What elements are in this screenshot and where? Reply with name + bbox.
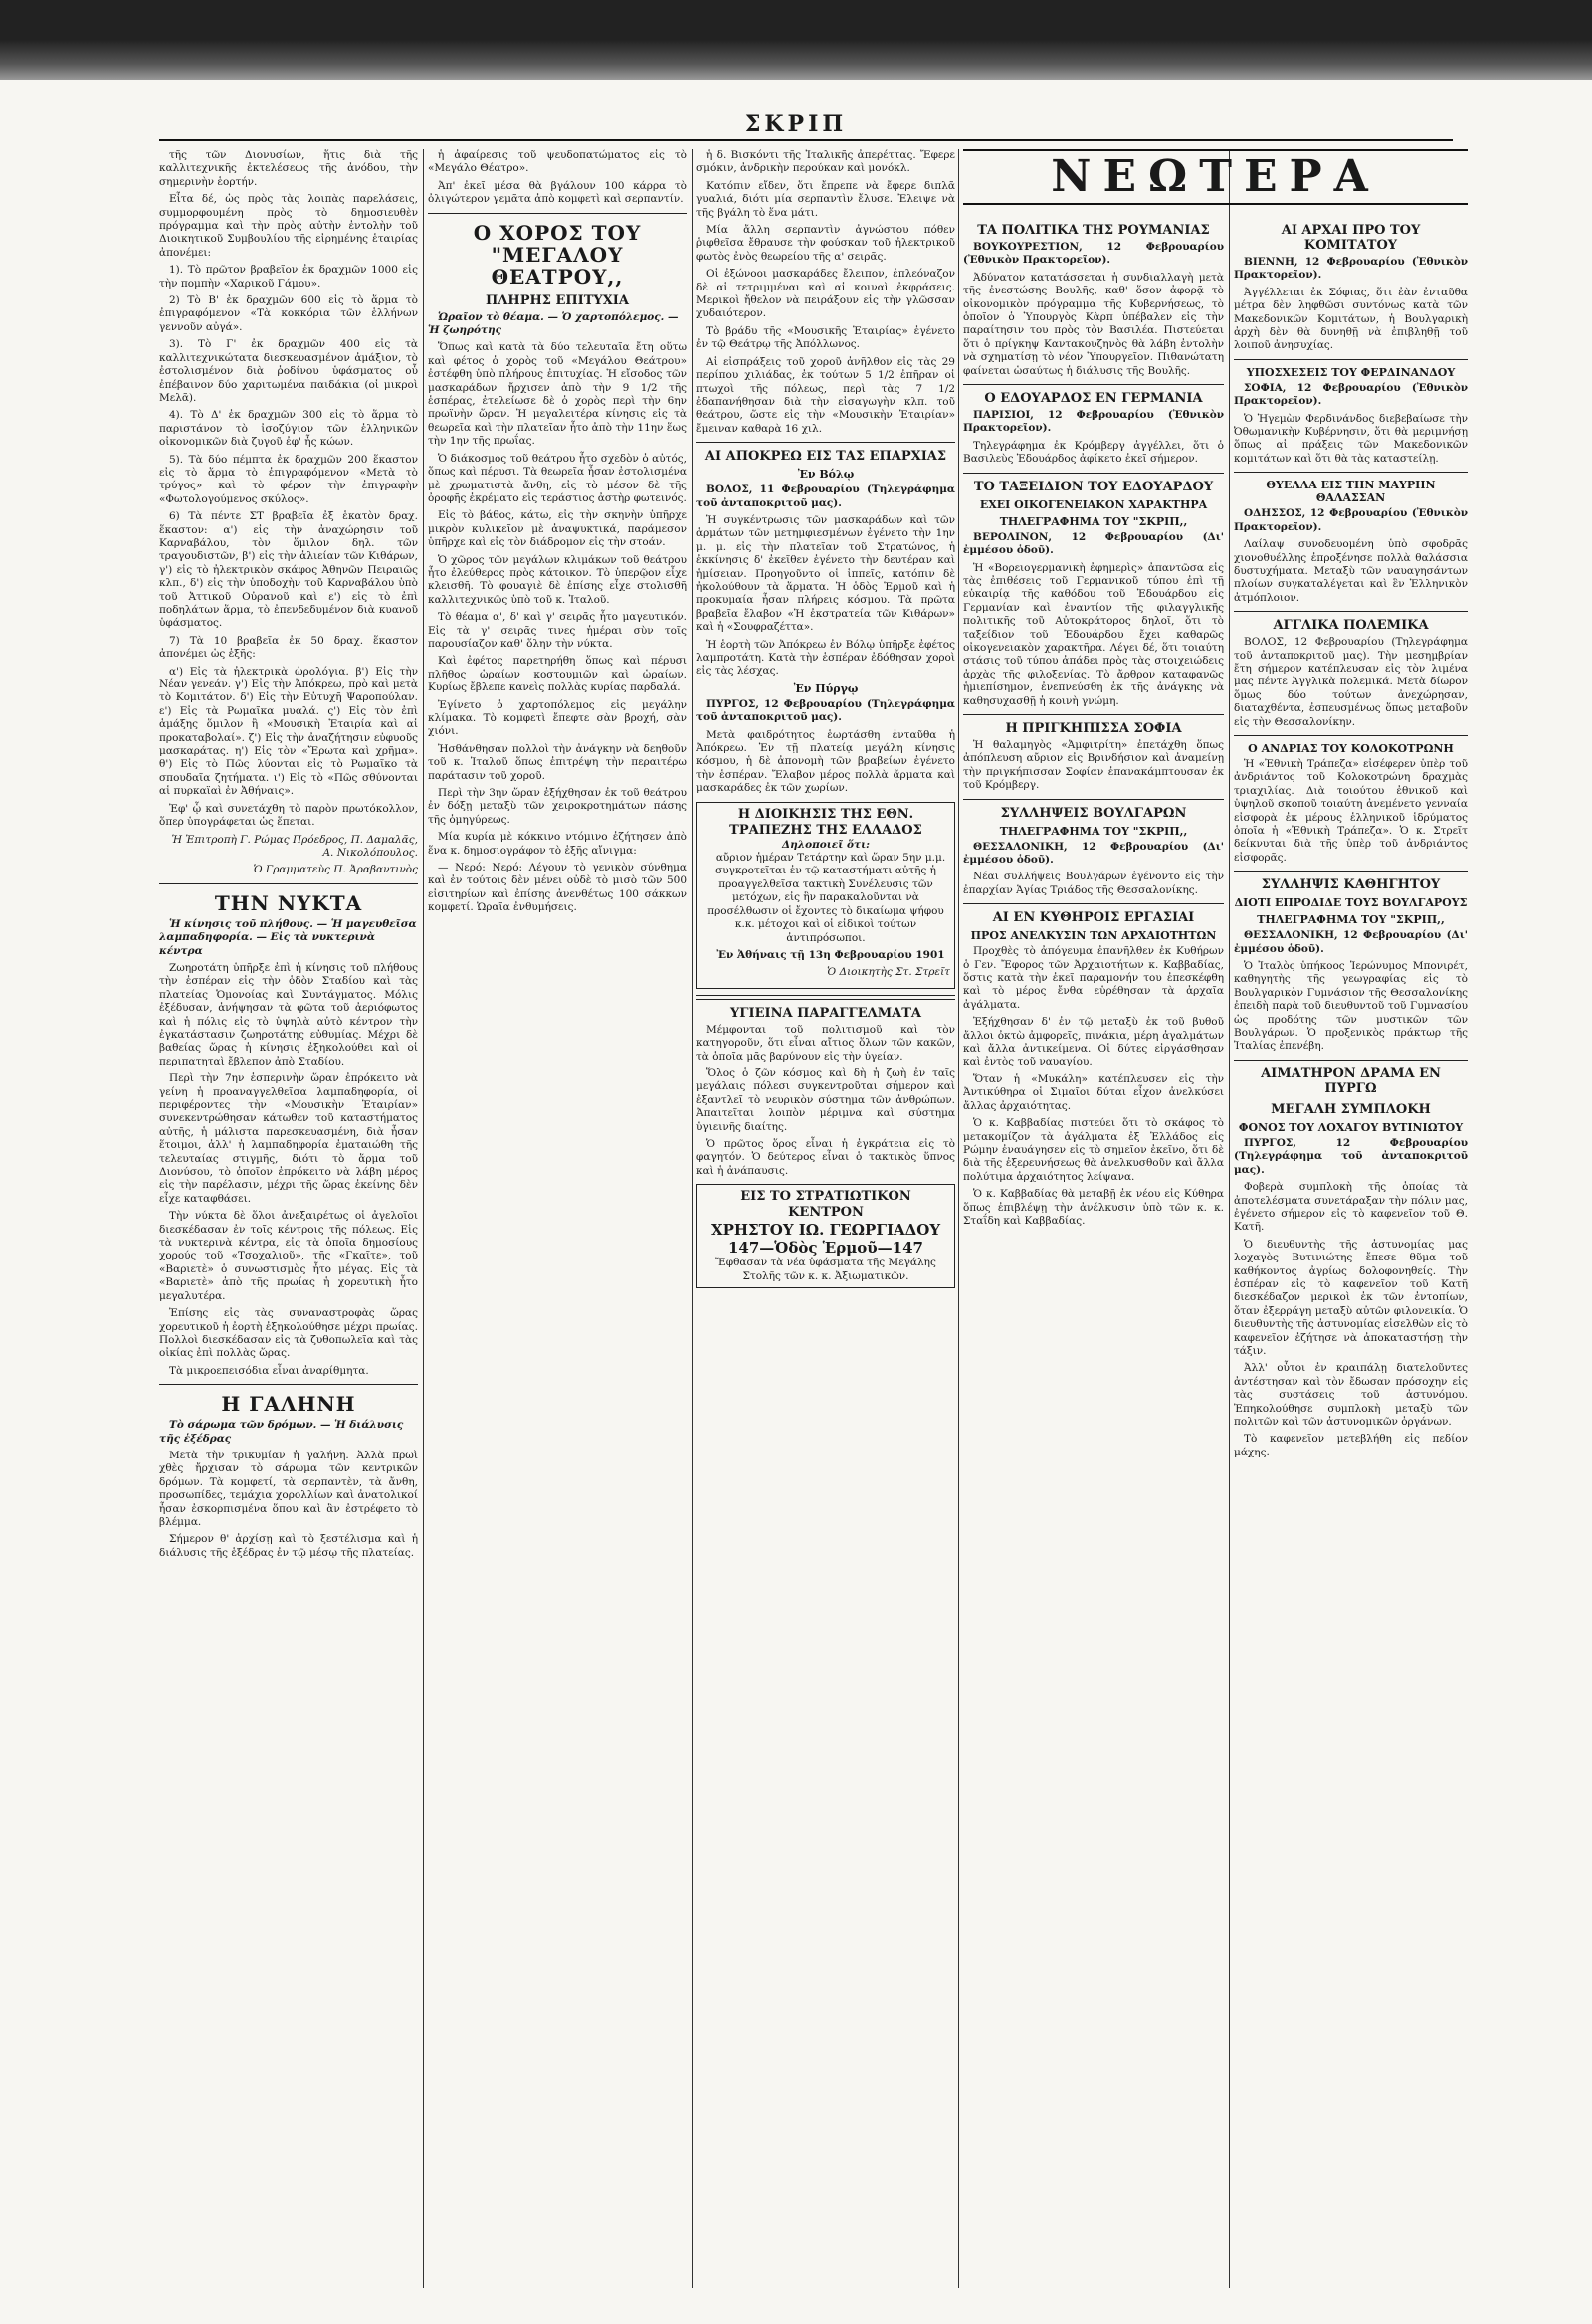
subheadline: Ἡ κίνησις τοῦ πλήθους. — Ἡ μαγευθεῖσα λαμπαδηφορία. — Εἰς τὰ νυκτερινὰ κέντρα <box>159 917 417 957</box>
paragraph: Ἀπ' ἐκεῖ μέσα θὰ βγάλουν 100 κάρρα τὸ ὀλιγώτερον γεμᾶτα ἀπὸ κομφετὶ καὶ σερπαντίν. <box>428 179 687 206</box>
headline-kythera: ΑΙ ΕΝ ΚΥΘΗΡΟΙΣ ΕΡΓΑΣΙΑΙ <box>992 910 1195 926</box>
divider <box>1234 735 1468 736</box>
paragraph: Ἡ θαλαμηγὸς «Ἀμφιτρίτη» ἐπετάχθη ὅπως ἀπόπλευση αὔριον εἰς Βρινδήσιον καὶ ἀναμείνῃ τὴν πριγκήπισσαν Σοφίαν ἐπανακάμπτουσαν ἐκ τοῦ Κρόμβεργ. <box>963 738 1224 792</box>
bank-signature: Ὁ Διοικητὴς Στ. Στρεῖτ <box>827 966 950 979</box>
ad-line: ΕΙΣ ΤΟ ΣΤΡΑΤΙΩΤΙΚΟΝ ΚΕΝΤΡΟΝ <box>740 1189 911 1221</box>
paragraph: τῆς τῶν Διονυσίων, ἥτις διὰ τῆς καλλιτεχνικῆς ἐκτελέσεως τῆς ἀνόδου, τὴν σημερινὴν ἑορτήν. <box>159 149 418 188</box>
divider <box>1234 871 1468 872</box>
headline-dance: Ο ΧΟΡΟΣ ΤΟΥ "ΜΕΓΑΛΟΥ ΘΕΑΤΡΟΥ,, <box>473 220 642 289</box>
headline-apokrea: ΑΙ ΑΠΟΚΡΕΩ ΕΙΣ ΤΑΣ ΕΠΑΡΧΙΑΣ <box>704 449 947 465</box>
paragraph: Περὶ τὴν 3ην ὥραν ἐξήχθησαν ἐκ τοῦ θεάτρου ἐν δόξῃ μεταξὺ τῶν χειροκροτημάτων πάσης τῆς ὁμηγύρεως. <box>428 787 687 826</box>
double-divider <box>696 995 955 1000</box>
paragraph: ΒΟΛΟΣ, 12 Φεβρουαρίου (Τηλεγράφημα τοῦ ἀνταποκριτοῦ μας). Τὴν μεσημβρίαν ἔτη σήμερον κατέπλευσαν εἰς τὸν λιμένα μας πέντε Ἀγγλικὰ πολεμικά. Μετὰ δίωρον ὅμως δύο τούτων ἀνεχώρησαν, διαταχθέντα, ἐσπευσμένως ὅπως μεταβοῦν εἰς τὴν Θεσσαλονίκην. <box>1234 636 1468 728</box>
paragraph: Σήμερον θ' ἀρχίσῃ καὶ τὸ ξεστέλισμα καὶ ἡ διάλυσις τῆς ἑξέδρας ἐν τῷ μέσῳ τῆς πλατείας. <box>159 1533 418 1559</box>
headline-authorities: ΑΙ ΑΡΧΑΙ ΠΡΟ ΤΟΥ ΚΟΜΙΤΑΤΟΥ <box>1281 223 1421 253</box>
paragraph: Ἀγγέλλεται ἐκ Σόφιας, ὅτι ἐὰν ἐνταῦθα μέτρα δὲν ληφθῶσι συντόνως κατὰ τῶν Μακεδονικῶν Κομιτάτων, ἡ Βουλγαρικὴ ἀρχὴ δὲν θὰ δυνηθῇ νὰ ἐπιβληθῇ τοῦ λοιποῦ ἀνησυχίας. <box>1234 286 1468 352</box>
subheadline: ΕΧΕΙ ΟΙΚΟΓΕΝΕΙΑΚΟΝ ΧΑΡΑΚΤΗΡΑ <box>979 497 1208 511</box>
dateline: ΠΥΡΓΟΣ, 12 Φεβρουαρίου (Τηλεγράφημα τοῦ ἀνταποκριτοῦ μας). <box>1234 1136 1468 1176</box>
paragraph: 7) Τὰ 10 βραβεῖα ἐκ 50 δραχ. ἕκαστον ἀπονέμει ὡς ἑξῆς: <box>159 634 418 661</box>
dateline: ΟΔΗΣΣΟΣ, 12 Φεβρουαρίου (Ἐθνικὸν Πρακτορεῖον). <box>1234 507 1468 533</box>
dateline: ΘΕΣΣΑΛΟΝΙΚΗ, 12 Φεβρουαρίου (Δι' ἐμμέσου ὁδοῦ). <box>1234 929 1468 955</box>
column-4 <box>963 217 1224 2288</box>
top-dark-band <box>0 0 1592 80</box>
paragraph: Νέαι συλλήψεις Βουλγάρων ἐγένοντο εἰς τὴν ἐπαρχίαν Ἁγίας Τριάδος τῆς Θεσσαλονίκης. <box>963 871 1224 896</box>
paragraph: Προχθὲς τὸ ἀπόγευμα ἐπανῆλθεν ἐκ Κυθήρων ὁ Γεν. Ἔφορος τῶν Ἀρχαιοτήτων κ. Καββαδίας, ὅστις κατὰ τὴν ἐκεῖ παραμονήν του ἐπεσκέφθη καὶ τὸ μέρος ἔνθα εὑρέθησαν τὰ ἀρχαῖα ἀγάλματα. <box>963 945 1224 1011</box>
paragraph: Ἡ συγκέντρωσις τῶν μασκαράδων καὶ τῶν ἁρμάτων τῶν μετημφιεσμένων ἐγένετο τὴν 1ην μ. μ. εἰς τὴν πλατεῖαν τοῦ Στρατώνος, ἡ ἐκκίνησις δ' ἐκεῖθεν ἐγένετο τὴν δευτέραν καὶ ἡμίσειαν. Προηγοῦντο οἱ ἱππεῖς, κατόπιν δὲ ἠκολούθουν τὰ ἅρματα. Ἡ ὁδὸς Ἑρμοῦ καὶ ἡ προκυμαία ἦσαν πλήρεις κόσμου. Τὰ πρῶτα βραβεῖα ἔλαβον «Ἡ ἐκστρατεία τῶν Κιθάρων» καὶ ἡ «Σουφραζέττα». <box>696 513 955 634</box>
dateline: ΠΥΡΓΟΣ, 12 Φεβρουαρίου (Τηλεγράφημα τοῦ ἀνταποκριτοῦ μας). <box>696 697 955 724</box>
column-5 <box>1234 217 1468 2288</box>
paragraph: Ζωηροτάτη ὑπῆρξε ἐπὶ ἡ κίνησις τοῦ πλήθους τὴν ἑσπέραν εἰς τὴν ὁδὸν Σταδίου καὶ τὰς πλατείας Ὁμονοίας καὶ Συντάγματος. Μόλις ἐξέδυσαν, ἀνήψησαν τὰ φῶτα τοῦ ἀεριόφωτος καὶ ἡ πόλις εἰς τὸ ὑψηλὰ αὐτὸ κέντρον τὴν ἐγκατάστασιν ζωηροτάτης εὐθυμίας. Μέχρι δὲ βαθείας ὥρας ἡ κίνησις ἐξηκολούθει καὶ οἱ περιπατηταὶ ἔβλεπον ἀπὸ Σταδίου. <box>159 961 418 1067</box>
paragraph: Κατόπιν εἴδεν, ὅτι ἔπρεπε νὰ ἔφερε διπλᾶ γυαλιά, διότι μία σερπαντὶν ἔλυσε. Ἐλειψε νὰ τῆς βγάλη τὸ ἕνα μάτι. <box>696 179 955 219</box>
dateline: ΒΟΥΚΟΥΡΕΣΤΙΟΝ, 12 Φεβρουαρίου (Ἐθνικὸν Πρακτορεῖον). <box>963 241 1224 267</box>
paragraph: Περὶ τὴν 7ην ἑσπερινὴν ὥραν ἐπρόκειτο νὰ γείνη ἡ προαναγγελθεῖσα λαμπαδηφορία, οἱ περιφέροντες τὴν «Μουσικὴν Ἑταιρίαν» συνεκεντρώθησαν κάτωθεν τοῦ καταστήματος αὐτῆς, ἡ μάλιστα παρεσκευασμένη, διὰ ἦσαν ἕτοιμοι, ἀλλ' ἡ λαμπαδηφορία ἐματαιώθη τῆς τελευταίας στιγμῆς, διότι τὸ ἅρμα τοῦ Διονύσου, τὸ ὁποῖον ἐπρόκειτο νὰ λάβη μέρος εἰς τὴν παρέλασιν, μέχρι τῆς ὥρας ἐκείνης δὲν εἶχε καταφθάσει. <box>159 1072 418 1205</box>
divider <box>1234 1060 1468 1061</box>
ad-text: Ἔφθασαν τὰ νέα ὑφάσματα τῆς Μεγάλης Στολῆς τῶν κ. κ. Ἀξιωματικῶν. <box>715 1257 936 1282</box>
headline-edward: Ο ΕΔΟΥΑΡΔΟΣ ΕΝ ΓΕΡΜΑΝΙΑ <box>984 391 1203 407</box>
paragraph: Μία κυρία μὲ κόκκινο ντόμινο ἐζήτησεν ἀπὸ ἕνα κ. δημοσιογράφον τὸ ἑξῆς αἴνιγμα: <box>428 831 687 857</box>
paragraph: Φοβερὰ συμπλοκὴ τῆς ὁποίας τὰ ἀποτελέσματα συνετάραξαν τὴν πόλιν μας, ἐγένετο σήμερον εἰς τὸ καφενεῖον τοῦ Θ. Κατῆ. <box>1234 1181 1468 1234</box>
subheadline: ΔΙΟΤΙ ΕΠΡΟΔΙΔΕ ΤΟΥΣ ΒΟΥΛΓΑΡΟΥΣ <box>1234 896 1468 910</box>
ad-address: 147—Ὁδὸς Ἑρμοῦ—147 <box>727 1239 923 1258</box>
column-2 <box>428 149 687 2288</box>
headline-professor: ΣΥΛΛΗΨΙΣ ΚΑΘΗΓΗΤΟΥ <box>1261 877 1441 893</box>
divider <box>1234 472 1468 473</box>
divider <box>696 442 955 443</box>
paragraph: Τὸ καφενεῖον μετεβλήθη εἰς πεδίον μάχης. <box>1234 1433 1468 1458</box>
headline-ferdinand: ΥΠΟΣΧΕΣΕΙΣ ΤΟΥ ΦΕΡΔΙΝΑΝΔΟΥ <box>1246 365 1456 379</box>
paragraph: 5). Τὰ δύο πέμπτα ἐκ δραχμῶν 200 ἕκαστον εἰς τὸ ἅρμα τὸ ἐπιγραφόμενον «Μετὰ τὸ τρύγος» καὶ τὸ φέρον τὴν ἐπιγραφὴν «Φωτολογούμενος σκύλος». <box>159 453 418 505</box>
paragraph: Μετὰ φαιδρότητος ἑωρτάσθη ἐνταῦθα ἡ Ἀπόκρεω. Ἐν τῇ πλατείᾳ μεγάλη κίνησις κόσμου, ἡ δὲ ἀπονομὴ τῶν βραβείων ἐγένετο τὴν ἑσπέραν. Ἔλαβον μέρος πολλὰ ἅρματα καὶ μασκαράδες ἐκ τῶν χωρίων. <box>696 728 955 795</box>
telegram-label: ΤΗΛΕΓΡΑΦΗΜΑ ΤΟΥ "ΣΚΡΙΠ,, <box>999 514 1188 528</box>
dateline: ΘΕΣΣΑΛΟΝΙΚΗ, 12 Φεβρουαρίου (Δι' ἐμμέσου ὁδοῦ). <box>963 840 1224 866</box>
column-divider <box>1229 149 1230 2288</box>
headline-bulgarians: ΣΥΛΛΗΨΕΙΣ ΒΟΥΛΓΑΡΩΝ <box>1000 805 1187 821</box>
paragraph: 4). Τὸ Δ' ἐκ δραχμῶν 300 εἰς τὸ ἅρμα τὸ παριστάνον τὸ ἰσοζύγιον τῶν ἑλληνικῶν οἰκονομικῶν διὰ ζυγοῦ ἐφ' ἧς κώων. <box>159 409 418 449</box>
headline-hygiene: ΥΓΙΕΙΝΑ ΠΑΡΑΓΓΕΛΜΑΤΑ <box>730 1005 921 1021</box>
column-divider <box>423 149 424 2288</box>
subheadline: Τὸ σάρωμα τῶν δρόμων. — Ἡ διάλυσις τῆς ἑξέδρας <box>159 1419 404 1445</box>
divider <box>963 473 1224 474</box>
paragraph: ἡ ἀφαίρεσις τοῦ ψευδοπατώματος εἰς τὸ «Μεγάλο Θέατρο». <box>428 149 687 175</box>
column-3 <box>696 149 955 2288</box>
dateline: ΒΕΡΟΛΙΝΟΝ, 12 Φεβρουαρίου (Δι' ἐμμέσου ὁδοῦ). <box>963 530 1224 557</box>
bank-notice <box>696 802 955 989</box>
subheadline-volos: Ἐν Βόλῳ <box>797 468 855 482</box>
subheadline: ΠΛΗΡΗΣ ΕΠΙΤΥΧΙΑ <box>486 292 629 308</box>
paragraph: Τηλεγράφημα ἐκ Κρόμβεργ ἀγγέλλει, ὅτι ὁ Βασιλεὺς Ἐδουάρδος ἀφίκετο ἐκεῖ σήμερον. <box>963 439 1224 466</box>
paragraph: Ἀδύνατον κατατάσσεται ἡ συνδιαλλαγὴ μετὰ τῆς ἐνεστώσης Βουλῆς, καθ' ὅσον ἀφορᾷ τὸ οἰκονομικὸν πρόγραμμα τῆς Κυβερνήσεως, τὸ ὁποῖον ὁ Ὑπουργὸς Κὰρπ ὑπέβαλεν εἰς τὴν παραίτησιν του πρὸς τὸν Βασιλέα. Πιστεύεται ὅτι ὁ πρίγκηψ Καντακουζηνὸς θὰ λάβη ἐντολὴν νὰ σχηματίσῃ τὸ νέον Ὑπουργεῖον. Πιθανώτατη φαίνεται ὡσαύτως ἡ διάλυσις τῆς Βουλῆς. <box>963 271 1224 377</box>
paragraph: 6) Τὰ πέντε ΣΤ βραβεῖα ἐξ ἑκατὸν δραχ. ἕκαστον: α') εἰς τὴν ἀναχώρησιν τοῦ Καρναβάλου, τὸν ὅμιλον δηλ. τῶν τραγουδιστῶν, β') εἰς τὴν ἁλιείαν τῶν Κιθάρων, γ') εἰς τὸ ἠλεκτρικὸν σκάφος Ἀθηνῶν Πειραιῶς κλπ., δ') εἰς τὴν ὑποδοχὴν τοῦ Καρναβάλου ὑπὸ τοῦ Ἀττικοῦ Οὐρανοῦ καὶ ε') εἰς τὸ ἐπὶ ποδηλάτων ἅρμα, τὸ ἐπενδεδυμένον διὰ κυανοῦ ὑφάσματος. <box>159 510 418 630</box>
paragraph: Μία ἄλλη σερπαντὶν ἀγνώστου πόθεν ῥιφθεῖσα ἔθραυσε τὴν φούσκαν τοῦ ἠλεκτρικοῦ φωτὸς ἐνὸς θεωρείου τῆς α' σειρᾶς. <box>696 224 955 263</box>
neotera-banner-wrap <box>963 149 1468 211</box>
paragraph: Εἰς τὸ βάθος, κάτω, εἰς τὴν σκηνὴν ὑπῆρχε μικρὸν κυλικεῖον μὲ ἀναψυκτικά, παράμεσον ὑπῆρχε καὶ εἰς τὸν διάδρομον εἰς τὴν στοάν. <box>428 509 687 549</box>
divider <box>963 384 1224 385</box>
column-divider <box>958 149 959 2288</box>
paragraph: Ὁ κ. Καββαδίας πιστεύει ὅτι τὸ σκάφος τὸ μετακομίζον τὰ ἀγάλματα ἐξ Ἑλλάδος εἰς Ρώμην ἐναυάγησεν εἰς τὸ σημεῖον ἐκεῖνο, ὅτι δὲ διὰ τῆς ἐξερευνήσεως θὰ ἀνελκυσθοῦν καὶ ἄλλα πολύτιμα ἀρχαιότητος λείψανα. <box>963 1117 1224 1183</box>
paragraph: Ὅπως καὶ κατὰ τὰ δύο τελευταῖα ἔτη οὕτω καὶ φέτος ὁ χορὸς τοῦ «Μεγάλου Θεάτρου» ἐστέφθη ὑπὸ πλήρους ἐπιτυχίας. Ἡ εἴσοδος τῶν μασκαράδων ἤρχισεν ἀπὸ τὴν 9 1/2 τῆς ἑσπέρας, ἐτελείωσε δὲ ὁ χορὸς περὶ τὴν 6ην πρωϊνὴν ὥραν. Ἡ μεγαλειτέρα κίνησις εἰς τὰ θεωρεῖα καὶ τὴν πλατεῖαν ἦτο ἀπὸ τὴν 11ην ἕως τὴν 1ην τῆς πρωΐας. <box>428 341 687 448</box>
paragraph: ἡ δ. Βισκόντι τῆς Ἰταλικῆς ἀπερέττας. Ἔφερε σμόκιν, ἀνδρικὴν περούκαν καὶ μονόκλ. <box>696 149 955 175</box>
paragraph: α') Εἰς τὰ ἠλεκτρικὰ ὡρολόγια. β') Εἰς τὴν Νέαν γενεάν. γ') Εἰς τὴν Ἀπόκρεω, πρὸ καὶ μετὰ τὸ Κομιτάτον. δ') Εἰς τὴν Εὐτυχῆ Ψαροπούλαν. ε') Εἰς τὰ Ρωμαῖκα μυαλά. ς') Εἰς τὸν ἐπὶ ἁμάξης ὅμιλον ἢ «Μουσικὴ Ἑταιρία καὶ αἱ προκαταβολαί». ζ') Εἰς τὴν ἀναζήτησιν εὐφυοῦς μασκαράτας. η') Εἰς τὸν «Ἔρωτα καὶ χρῆμα». θ') Εἰς τὸ Πῶς λύονται εἰς τὸ Ρωμαῖκο τὰ σπουδαῖα ζητήματα. ι') Εἰς τὸ «Πῶς σθύνονται αἱ πυρκαϊαὶ ἐν Ἀθήναις». <box>159 665 418 798</box>
neotera-banner: ΝΕΩΤΕΡΑ <box>963 149 1468 205</box>
paragraph: 2) Τὸ Β' ἐκ δραχμῶν 600 εἰς τὸ ἅρμα τὸ ἐπιγραφόμενον «Τὰ κοκκόρια τῶν ἑλλήνων γεννοῦν αὐγά». <box>159 294 418 333</box>
paragraph: Μετὰ τὴν τρικυμίαν ἡ γαλήνη. Ἀλλὰ πρωὶ χθὲς ἤρχισαν τὸ σάρωμα τῶν κεντρικῶν δρόμων. Τὰ κομφετί, τὰ σερπαντὲν, τὰ ἄνθη, προσωπίδες, τεμάχια χορολλίων καὶ ἀνατολικοί ἦσαν ἐσκορπισμένα ὅπου καὶ ἂν ἐστρέφετο τὸ βλέμμα. <box>159 1449 418 1528</box>
dateline: ΠΑΡΙΣΙΟΙ, 12 Φεβρουαρίου (Ἐθνικὸν Πρακτορεῖον). <box>963 409 1224 435</box>
paragraph: 3). Τὸ Γ' ἐκ δραχμῶν 400 εἰς τὰ καλλιτεχνικώτατα διεσκευασμένον ἀμάξιον, τὸ ἐστολισμένον διὰ ῥοδίνου ὑφάσματος οὗ ἐπέβαινον δύο χαριτωμένα παιδάκια (οἱ μικροὶ Μελᾶ). <box>159 338 418 404</box>
bank-headline: Η ΔΙΟΙΚΗΣΙΣ ΤΗΣ ΕΘΝ. ΤΡΑΠΕΖΗΣ ΤΗΣ ΕΛΛΑΔΟΣ <box>729 806 922 838</box>
paragraph: Τὰ μικροεπεισόδια εἶναι ἀναρίθμητα. <box>169 1364 369 1377</box>
committee-signature: Ἡ Ἐπιτροπὴ Γ. Ρώμας Πρόεδρος, Π. Δαμαλᾶς, Α. Νικολόπουλος. <box>171 833 418 859</box>
headline-drama-2: ΜΕΓΑΛΗ ΣΥΜΠΛΟΚΗ <box>1271 1101 1431 1117</box>
subheadline: ΦΟΝΟΣ ΤΟΥ ΛΟΧΑΓΟΥ ΒΥΤΙΝΙΩΤΟΥ <box>1238 1120 1464 1134</box>
paragraph: Ὁ χῶρος τῶν μεγάλων κλιμάκων τοῦ θεάτρου ἦτο ἐλεύθερος πρὸς κάτοικον. Τὸ ὑπερῷον εἶχε κλεισθῆ. Τὸ φουαγιὲ δὲ ἐπίσης εἶχε στολισθῆ καλλιτεχνικῶς ὑπὸ τοῦ κ. Ἰταλοῦ. <box>428 553 687 606</box>
paragraph: Ἡ ἑορτὴ τῶν Ἀπόκρεω ἐν Βόλῳ ὑπῆρξε ἐφέτος λαμπροτάτη. Κατὰ τὴν ἑσπέραν ἐδόθησαν χοροὶ εἰς τὰς λέσχας. <box>696 638 955 678</box>
subheadline-2: Ὡραῖον τὸ θέαμα. — Ὁ χαρτοπόλεμος. — Ἡ ζωηρότης <box>428 310 679 337</box>
paragraph: Ὁ διάκοσμος τοῦ θεάτρου ἦτο σχεδὸν ὁ αὐτός, ὅπως καὶ πέρυσι. Τὰ θεωρεῖα ἦσαν ἐστολισμένα μὲ χρωματιστὰ ἄνθη, εἰς τὸ μέσον δὲ τῆς ὀροφῆς ἐκρέματο εἰς τεράστιος ἀστὴρ φωτεινός. <box>428 452 687 504</box>
masthead: ΣΚΡΙΠ <box>744 111 848 137</box>
divider <box>963 799 1224 800</box>
paragraph: Οἱ ἐξώνοοι μασκαράδες ἔλειπον, ἐπλεόναζον δὲ αἱ τετριμμέναι καὶ αἱ κοιναὶ ἐκφράσεις. Μερικοὶ ἤθελον νὰ πειράξουν εἰς τὴν γλῶσσαν χυδαιότερον. <box>696 268 955 320</box>
paragraph: 1). Τὸ πρῶτον βραβεῖον ἐκ δραχμῶν 1000 εἰς τὴν πομπὴν «Χαρικοῦ Γάμου». <box>159 264 418 290</box>
paragraph: Μέμφονται τοῦ πολιτισμοῦ καὶ τὸν κατηγοροῦν, ὅτι εἶναι αἴτιος ὅλων τῶν κακῶν, τὰ ὁποῖα μᾶς βαρύνουν εἰς τὴν ὑγείαν. <box>696 1023 955 1063</box>
band-gradient <box>0 40 1592 80</box>
paragraph: αὔριον ἡμέραν Τετάρτην καὶ ὥραν 5ην μ.μ. συγκροτεῖται ἐν τῷ καταστήματι αὐτῆς ἡ προαγγελθεῖσα τακτικὴ Συνέλευσις τῶν μετόχων, εἰς ἣν παρακαλοῦνται νὰ προσέλθωσιν οἱ ἔχοντες τὸ δικαίωμα ψήφου κ.κ. μέτοχοι καὶ οἱ εἰδικοὶ τούτων ἀντιπρόσωποι. <box>707 852 946 944</box>
paragraph: Εἶτα δέ, ὡς πρὸς τὰς λοιπὰς παρελάσεις, συμμορφουμένη πρὸς τὸ δημοσιευθὲν πρόγραμμα καὶ τὴν πρὸς αὐτὴν ἐντολὴν τοῦ Διοικητικοῦ Συμβουλίου τῆς εἰρημένης ἑταιρίας ἀπονέμει: <box>159 193 418 259</box>
paragraph: Ὁ Ἰταλὸς ὑπήκοος Ἱερώνυμος Μπονιρέτ, καθηγητὴς τῆς γεωγραφίας εἰς τὸ Βουλγαρικὸν Γυμνάσιον τῆς Θεσσαλονίκης ἐπειδὴ παρὰ τοῦ διευθυντοῦ τοῦ Γυμνασίου ὡς προδότης τῶν μυστικῶν τῶν Βουλγάρων. Ὁ προξενικὸς πράκτωρ τῆς Ἰταλίας ἐπενέβη. <box>1234 960 1468 1053</box>
paragraph: — Νερό: Νερό: Λέγουν τὸ γενικὸν σύνθημα καὶ ἐν τούτοις δὲν μένει οὐδὲ τὸ μισὸ τῶν 500 εἰσιτηρίων καὶ ἐπίσης ἀνενθέτως 100 σάκκων κομφετί. Ὡραῖα ἐνθυμήσεις. <box>428 862 687 914</box>
divider <box>963 714 1224 715</box>
subheadline: ΠΡΟΣ ΑΝΕΛΚΥΣΙΝ ΤΩΝ ΑΡΧΑΙΟΤΗΤΩΝ <box>970 929 1217 943</box>
paragraph: Ὁ πρῶτος ὅρος εἶναι ἡ ἐγκράτεια εἰς τὸ φαγητόν. Ὁ δεύτερος εἶναι ὁ τακτικὸς ὕπνος καὶ ἡ ἀνάπαυσις. <box>696 1137 955 1177</box>
paragraph: Τὴν νύκτα δὲ ὅλοι ἀνεξαιρέτως οἱ ἀγελοῖοι διεσκέδασαν ἐν τοῖς κέντροις τῆς πόλεως. Εἰς τὰ νυκτερινὰ κέντρα, εἰς τὰ ὁποῖα δημοσίους χορούς τοῦ «Τσοχαλιοῦ», τῆς «Γκαῖτε», τοῦ «Βαριετὲ» ὁ συνωστισμὸς ἦτο μέγας. Εἰς τὰ «Βαριετὲ» ἀπὸ τῆς πρωίας ἡ χορευτικὴ ἦτο μεγαλυτέρα. <box>159 1210 418 1302</box>
divider <box>428 213 687 214</box>
column-divider <box>692 149 693 2288</box>
paragraph: Ὁ κ. Καββαδίας θὰ μεταβῇ ἐκ νέου εἰς Κύθηρα ὅπως ἐπιβλέψῃ τὴν ἀνέλκυσιν ὑπὸ τῶν κ. κ. Σταΐδη καὶ Καββαδίας. <box>963 1188 1224 1227</box>
advertisement <box>696 1184 955 1288</box>
headline-trip: ΤΟ ΤΑΞΕΙΔΙΟΝ ΤΟΥ ΕΔΟΥΑΡΔΟΥ <box>973 479 1214 494</box>
divider <box>963 903 1224 904</box>
dateline: ΒΟΛΟΣ, 11 Φεβρουαρίου (Τηλεγράφημα τοῦ ἀνταποκριτοῦ μας). <box>696 484 955 509</box>
top-rule <box>159 139 1453 141</box>
dateline: ΣΟΦΙΑ, 12 Φεβρουαρίου (Ἐθνικὸν Πρακτορεῖον). <box>1234 381 1468 408</box>
headline-drama: ΑΙΜΑΤΗΡΟΝ ΔΡΑΜΑ ΕΝ ΠΥΡΓΩ <box>1261 1065 1441 1096</box>
paragraph: Ἐφ' ᾧ καὶ συνετάχθη τὸ παρὸν πρωτόκολλον, ὅπερ ὑπογράφεται ὡς ἕπεται. <box>159 802 418 829</box>
headline-english: ΑΓΓΛΙΚΑ ΠΟΛΕΜΙΚΑ <box>1273 618 1429 634</box>
headline-storm: ΘΥΕΛΛΑ ΕΙΣ ΤΗΝ ΜΑΥΡΗΝ ΘΑΛΑΣΣΑΝ <box>1266 479 1436 505</box>
bank-subheadline: Δηλοποιεῖ ὅτι: <box>781 838 871 851</box>
dateline: ΒΙΕΝΝΗ, 12 Φεβρουαρίου (Ἐθνικὸν Πρακτορεῖον). <box>1234 256 1468 282</box>
paragraph: Ἡ «Βορειογερμανικὴ ἐφημερὶς» ἀπαντῶσα εἰς τὰς ἐπιθέσεις τοῦ Γερμανικοῦ τύπου ἐπὶ τῇ εὐκαιρίᾳ τῆς καθόδου τοῦ Ἐδουάρδου εἰς Γερμανίαν καὶ ἐναντίον τῆς φιλαγγλικῆς πολιτικῆς τοῦ Αὐτοκράτορος δηλοῖ, ὅτι τὸ ταξείδιον τοῦ Ἐδουάρδου ἔχει καθαρῶς οἰκογενειακὸν χαρακτῆρα. Λέγει δέ, ὅτι τοιαύτη στάσις τοῦ τύπου ἀπάδει πρὸς τὰς στοιχειώδεις ἀρχὰς τῆς φιλοξενίας. Τὸ ἄρθρον καταφανῶς ἡμιεπίσημον, ἐνεπνεύσθη ἐκ τῆς ἀνάγκης νὰ καθησυχασθῇ ἡ κοινὴ γνώμη. <box>963 561 1224 707</box>
secretary-signature: Ὁ Γραμματεὺς Π. Ἀραβαντινὸς <box>253 864 418 876</box>
headline-calm: Η ΓΑΛΗΝΗ <box>221 1392 356 1417</box>
headline-night: ΤΗΝ ΝΥΚΤΑ <box>214 890 363 915</box>
paragraph: Ἀλλ' οὗτοι ἐν κραιπάλῃ διατελοῦντες ἀντέστησαν καὶ τὸν ἔδωσαν πρόσοχην εἰς τὰς συστάσεις τοῦ ἀστυνόμου. Ἐπηκολούθησε συμπλοκὴ μεταξὺ τῶν πολιτῶν καὶ τῶν ἀστυνομικῶν ὀργάνων. <box>1234 1362 1468 1428</box>
paragraph: Ὅταν ἡ «Μυκάλη» κατέπλευσεν εἰς τὴν Ἀντικύθηρα οἱ Σιμαῖοι δύται εἶχον ἀνελκύσει ἄλλας ἀρχαιότητας. <box>963 1072 1224 1112</box>
divider <box>1234 359 1468 360</box>
divider <box>1234 611 1468 612</box>
paragraph: Ἡ «Ἐθνικὴ Τράπεζα» εἰσέφερεν ὑπὲρ τοῦ ἀνδριάντος τοῦ Κολοκοτρώνη δραχμὰς τριαχιλίας. Διὰ τοιούτου ἐθνικοῦ καὶ ὑψηλοῦ σκοποῦ τοιαύτη ἀνεμένετο γενναία εἰσφορὰ ἐκ μέρους ἑλληνικοῦ ἱδρύματος ὁποῖα ἡ «Ἐθνικὴ Τράπεζα». Ὁ κ. Στρεῖτ δείκνυται διὰ τῆς ὑπὲρ τοῦ ἀνδριάντος εἰσφορᾶς. <box>1234 757 1468 864</box>
headline-romania: ΤΑ ΠΟΛΙΤΙΚΑ ΤΗΣ ΡΟΥΜΑΝΙΑΣ <box>977 223 1210 238</box>
telegram-label: ΤΗΛΕΓΡΑΦΗΜΑ ΤΟΥ "ΣΚΡΙΠ,, <box>1257 913 1445 927</box>
subheadline-pyrgos: Ἐν Πύργῳ <box>793 681 859 695</box>
divider <box>159 1384 418 1385</box>
telegram-label: ΤΗΛΕΓΡΑΦΗΜΑ ΤΟΥ "ΣΚΡΙΠ,, <box>999 824 1188 838</box>
paragraph: Ἠσθάνθησαν πολλοὶ τὴν ἀνάγκην νὰ δεηθοῦν τοῦ κ. Ἰταλοῦ ὅπως ἐπιτρέψη τὴν περαιτέρω παράτασιν τοῦ χοροῦ. <box>428 742 687 782</box>
paragraph: Ἐγίνετο ὁ χαρτοπόλεμος εἰς μεγάλην κλίμακα. Τὸ κομφετὶ ἔπεφτε σὰν βροχή, σὰν χιόνι. <box>428 698 687 738</box>
paragraph: Ὁ διευθυντὴς τῆς ἀστυνομίας μας λοχαγὸς Βυτινιώτης ἔπεσε θῦμα τοῦ καθήκοντος ἀγρίως δολοφονηθείς. Τὴν ἑσπέραν εἰς τὸ καφενεῖον τοῦ Κατῆ διεσκέδαζον μερικοὶ ἐκ τῶν ἐντοπίων, ὅταν ἐξερράγη μεταξὺ αὐτῶν φιλονεικία. Ὁ διευθυντὴς τῆς ἀστυνομίας εἰσελθὼν εἰς τὸ καφενεῖον ἐζήτησε νὰ ἀποκαταστήσῃ τὴν τάξιν. <box>1234 1238 1468 1357</box>
column-1 <box>159 149 418 2288</box>
ad-name: ΧΡΗΣΤΟΥ ΙΩ. ΓΕΩΡΓΙΑΔΟΥ <box>710 1221 941 1240</box>
headline-sofia: Η ΠΡΙΓΚΗΠΙΣΣΑ ΣΟΦΙΑ <box>1005 720 1182 736</box>
paragraph: Καὶ ἐφέτος παρετηρήθη ὅπως καὶ πέρυσι πλῆθος ὡραίων κοστουμιῶν καὶ ὡραίων. Κυρίως ἔβλεπε κανεὶς πολλὰς κυρίας παρδαλά. <box>428 655 687 694</box>
headline-kolokotronis: Ο ΑΝΔΡΙΑΣ ΤΟΥ ΚΟΛΟΚΟΤΡΩΝΗ <box>1248 741 1454 755</box>
bank-date: Ἐν Ἀθήναις τῇ 13η Φεβρουαρίου 1901 <box>716 948 945 961</box>
paragraph: Ὅλος ὁ ζῶν κόσμος καὶ δὴ ἡ ζωὴ ἐν ταῖς μεγάλαις πόλεσι συγκεντροῦται σήμερον καὶ ἐξαντλεῖ τὸ νευρικὸν σύστημα τῶν ἀνθρώπων. Ἀπαιτεῖται λοιπὸν μέριμνα καὶ σύστημα ὑγιεινῆς διαίτης. <box>696 1066 955 1133</box>
paragraph: Ἐπίσης εἰς τὰς συναναστροφὰς ὥρας χορευτικοῦ ἡ ἐορτὴ ἐξηκολούθησε μέχρι πρωίας. Πολλοὶ διεσκέδασαν εἰς τὰ ζυθοπωλεῖα καὶ τὰς οἰκίας ἐπὶ πολλὰς ὥρας. <box>159 1307 418 1360</box>
paragraph: Τὸ βράδυ τῆς «Μουσικῆς Ἑταιρίας» ἐγένετο ἐν τῷ Θεάτρῳ τῆς Ἀπόλλωνος. <box>696 324 955 351</box>
divider <box>159 883 418 884</box>
paragraph: Αἱ εἰσπράξεις τοῦ χοροῦ ἀνῆλθον εἰς τὰς 29 περίπου χιλιάδας, ἐκ τούτων 5 1/2 ἐπῆραν οἱ πτωχοὶ τῆς πόλεως, περὶ τὰς 7 1/2 ἐδαπανήθησαν διὰ τὴν εἰσαγωγὴν κλπ. τοῦ θεάτρου, ὥστε εἰς τὴν «Μουσικὴν Ἑταιρίαν» ἔμειναν καθαρὰ 16 χιλ. <box>696 355 955 435</box>
paragraph: Ἐξήχθησαν δ' ἐν τῷ μεταξὺ ἐκ τοῦ βυθοῦ ἄλλοι ὀκτὼ ἀμφορεῖς, πινάκια, μέρη ἀγαλμάτων καὶ ἄλλα ἀντικείμενα. Οἱ δύτες εἰργάσθησαν καὶ ἐντὸς τοῦ ναυαγίου. <box>963 1016 1224 1068</box>
paragraph: Ὁ Ἡγεμὼν Φερδινάνδος διεβεβαίωσε τὴν Ὀθωμανικὴν Κυβέρνησιν, ὅτι θὰ μεριμνήσῃ ὅπως αἱ πράξεις τῶν Μακεδονικῶν κομιτάτων καὶ ὅτι θὰ τὰς καταστείλῃ. <box>1234 412 1468 465</box>
paragraph: Τὸ θέαμα α', δ' καὶ γ' σειρᾶς ἦτο μαγευτικόν. Εἰς τὰ γ' σειρᾶς τινες ἡμέραι σὺν τοῖς παρουσίαζον καθ' ὅλην τὴν νύκτα. <box>428 611 687 650</box>
paragraph: Λαίλαψ συνοδευομένη ὑπὸ σφοδρᾶς χιονοθυέλλης ἐπροξένησε πολλὰ θαλάσσια δυστυχήματα. Μεταξὺ τῶν ναυαγησάντων πλοίων συγκαταλέγεται καὶ ἓν Ἑλληνικὸν ἀτμόπλοιον. <box>1234 538 1468 604</box>
